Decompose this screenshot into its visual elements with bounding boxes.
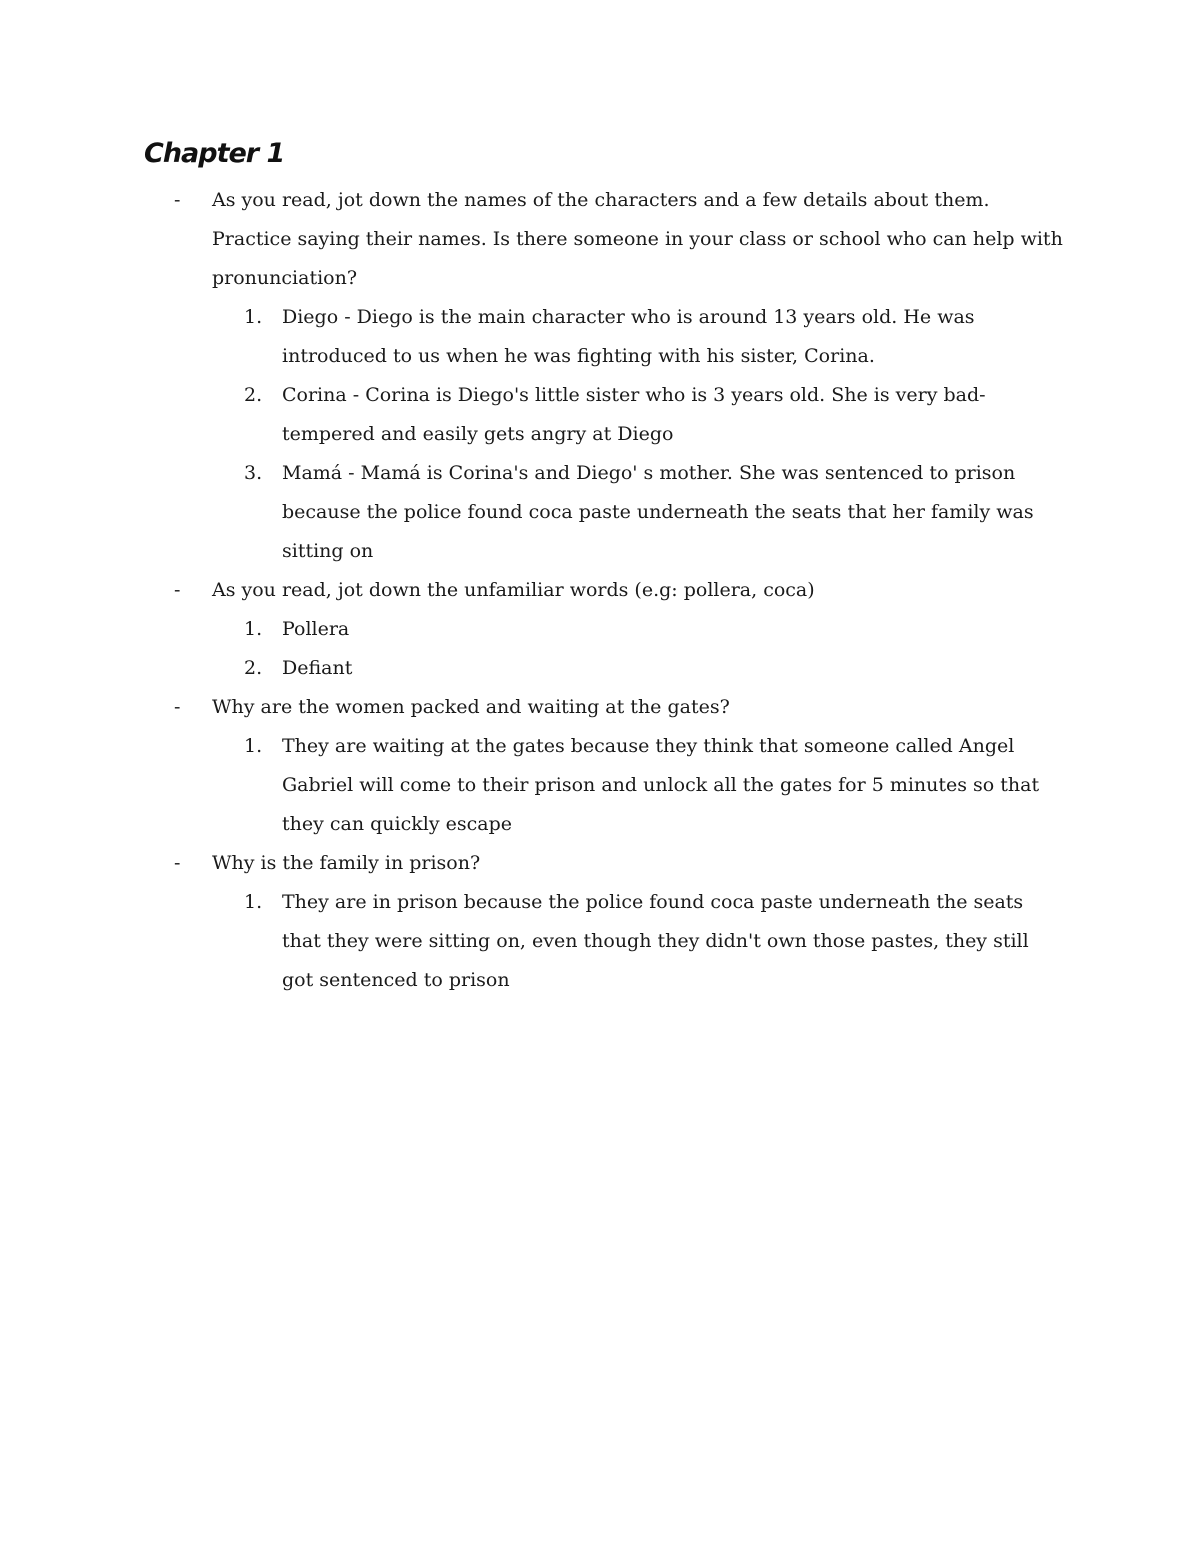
- list-item: [244, 454, 1074, 571]
- question-text: Why are the women packed and waiting at the gates?: [212, 696, 730, 718]
- list-item-text: Mamá - Mamá is Corina's and Diego' s mother. She was sentenced to prison because the police found coca paste underneath the seats that her family was sitting on: [282, 462, 1034, 562]
- list-item-text: Corina - Corina is Diego's little sister who is 3 years old. She is very bad-tempered and easily gets angry at Diego: [282, 384, 986, 445]
- answer-list-1: [244, 298, 1074, 571]
- question-3: [174, 688, 1074, 727]
- list-item: [244, 610, 1074, 649]
- page-title: Chapter 1: [144, 138, 285, 169]
- list-item: [244, 298, 1074, 376]
- bullet-dash: -: [174, 696, 181, 718]
- list-number: 1.: [244, 735, 263, 757]
- list-number: 1.: [244, 306, 263, 328]
- list-number: 3.: [244, 462, 263, 484]
- bullet-dash: -: [174, 189, 181, 211]
- list-item: [244, 649, 1074, 688]
- list-item: [244, 727, 1074, 844]
- question-text: As you read, jot down the unfamiliar words (e.g: pollera, coca): [212, 579, 815, 601]
- list-item-text: They are waiting at the gates because they think that someone called Angel Gabriel will come to their prison and unlock all the gates for 5 minutes so that they can quickly escape: [282, 735, 1040, 835]
- question-2: [174, 571, 1074, 610]
- list-number: 1.: [244, 618, 263, 640]
- bullet-dash: -: [174, 579, 181, 601]
- bullet-dash: -: [174, 852, 181, 874]
- list-number: 2.: [244, 657, 263, 679]
- list-item-text: Defiant: [282, 657, 353, 679]
- question-4: [174, 844, 1074, 883]
- document-body: [174, 181, 1074, 1000]
- list-item: [244, 376, 1074, 454]
- list-number: 2.: [244, 384, 263, 406]
- list-number: 1.: [244, 891, 263, 913]
- answer-list-4: [244, 883, 1074, 1000]
- answer-list-3: [244, 727, 1074, 844]
- list-item-text: They are in prison because the police found coca paste underneath the seats that they were sitting on, even though they didn't own those pastes, they still got sentenced to prison: [282, 891, 1029, 991]
- list-item-text: Pollera: [282, 618, 350, 640]
- list-item: [244, 883, 1074, 1000]
- question-1: [174, 181, 1074, 298]
- list-item-text: Diego - Diego is the main character who is around 13 years old. He was introduced to us when he was fighting with his sister, Corina.: [282, 306, 975, 367]
- answer-list-2: [244, 610, 1074, 688]
- question-text: As you read, jot down the names of the characters and a few details about them. Practice saying their names. Is there someone in your class or school who can help with pronunciation?: [212, 189, 1063, 289]
- question-text: Why is the family in prison?: [212, 852, 481, 874]
